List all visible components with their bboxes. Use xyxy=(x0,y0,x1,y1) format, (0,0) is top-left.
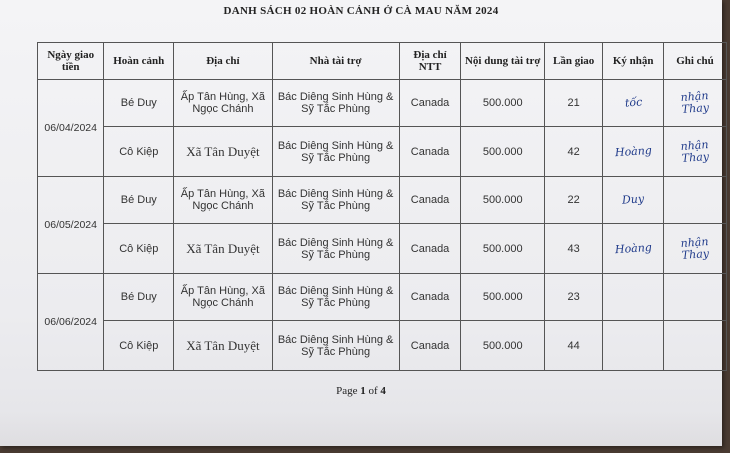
table-row xyxy=(38,224,727,274)
signature-text: Hoàng xyxy=(614,143,652,159)
sponsor-cell: Bác Diêng Sinh Hùng & Sỹ Tắc Phùng xyxy=(272,80,399,127)
address-cell: Ấp Tân Hùng, Xã Ngọc Chánh xyxy=(174,80,272,127)
times-cell: 22 xyxy=(544,177,602,224)
signature-cell xyxy=(603,321,664,371)
sponsor-address-cell: Canada xyxy=(399,177,461,224)
times-cell: 43 xyxy=(544,224,602,274)
date-cell: 06/06/2024 xyxy=(38,274,104,371)
amount-cell: 500.000 xyxy=(461,177,545,224)
signature-cell xyxy=(603,80,664,127)
amount-cell: 500.000 xyxy=(461,224,545,274)
note-text: nhận Thay xyxy=(680,234,710,262)
signature-text: Duy xyxy=(621,192,645,207)
signature-text: Hoàng xyxy=(614,240,652,256)
note-cell xyxy=(664,224,727,274)
case-name: Bé Duy xyxy=(104,80,174,127)
note-cell xyxy=(664,127,727,177)
times-cell: 21 xyxy=(544,80,602,127)
signature-text: tốc xyxy=(624,95,643,110)
signature-cell xyxy=(603,127,664,177)
case-name: Bé Duy xyxy=(104,274,174,321)
date-cell: 06/04/2024 xyxy=(38,80,104,177)
signature-cell xyxy=(603,177,664,224)
table-row xyxy=(38,321,727,371)
page-footer xyxy=(0,385,722,397)
signature-cell xyxy=(603,274,664,321)
note-text: nhận Thay xyxy=(680,89,710,116)
header-sponsor: Nhà tài trợ xyxy=(272,43,399,80)
signature-cell xyxy=(603,224,664,274)
address-cell: Xã Tân Duyệt xyxy=(174,127,272,177)
sponsor-cell: Bác Diêng Sinh Hùng & Sỹ Tắc Phùng xyxy=(272,177,399,224)
amount-cell: 500.000 xyxy=(461,274,545,321)
amount-cell: 500.000 xyxy=(461,321,545,371)
times-cell: 23 xyxy=(544,274,602,321)
address-cell: Ấp Tân Hùng, Xã Ngọc Chánh xyxy=(174,274,272,321)
case-name: Cô Kiệp xyxy=(104,224,174,274)
footer-middle: of xyxy=(365,385,381,397)
table-row xyxy=(38,274,727,321)
footer-prefix: Page xyxy=(336,385,361,397)
note-cell xyxy=(664,177,727,224)
address-cell: Xã Tân Duyệt xyxy=(174,321,272,371)
header-signature: Ký nhận xyxy=(603,43,664,80)
sponsor-address-cell: Canada xyxy=(399,321,461,371)
date-cell: 06/05/2024 xyxy=(38,177,104,274)
document-title: DANH SÁCH 02 HOÀN CẢNH Ở CÀ MAU NĂM 2024 xyxy=(223,5,499,17)
header-address: Địa chỉ xyxy=(174,43,272,80)
paper-shade xyxy=(0,410,722,446)
footer-page-number: 1 xyxy=(360,385,366,397)
note-cell xyxy=(664,274,727,321)
sponsor-address-cell: Canada xyxy=(399,224,461,274)
note-cell xyxy=(664,80,727,127)
amount-cell: 500.000 xyxy=(461,127,545,177)
header-case: Hoàn cảnh xyxy=(104,43,174,80)
sponsor-cell: Bác Diêng Sinh Hùng & Sỹ Tắc Phùng xyxy=(272,321,399,371)
sponsor-address-cell: Canada xyxy=(399,274,461,321)
case-name: Cô Kiệp xyxy=(104,321,174,371)
header-times: Lần giao xyxy=(544,43,602,80)
note-text: nhận Thay xyxy=(680,137,710,165)
times-cell: 44 xyxy=(544,321,602,371)
sponsor-cell: Bác Diêng Sinh Hùng & Sỹ Tắc Phùng xyxy=(272,127,399,177)
header-content: Nội dung tài trợ xyxy=(461,43,545,80)
header-sponsor-address: Địa chỉ NTT xyxy=(399,43,461,80)
sponsor-address-cell: Canada xyxy=(399,127,461,177)
sponsor-cell: Bác Diêng Sinh Hùng & Sỹ Tắc Phùng xyxy=(272,224,399,274)
address-cell: Xã Tân Duyệt xyxy=(174,224,272,274)
address-cell: Ấp Tân Hùng, Xã Ngọc Chánh xyxy=(174,177,272,224)
footer-total-pages: 4 xyxy=(380,385,386,397)
header-date: Ngày giao tiền xyxy=(38,43,104,80)
case-name: Bé Duy xyxy=(104,177,174,224)
note-cell xyxy=(664,321,727,371)
distribution-table xyxy=(37,42,727,371)
table-row xyxy=(38,80,727,127)
times-cell: 42 xyxy=(544,127,602,177)
sponsor-address-cell: Canada xyxy=(399,80,461,127)
header-note: Ghi chú xyxy=(664,43,727,80)
case-name: Cô Kiệp xyxy=(104,127,174,177)
table-row xyxy=(38,177,727,224)
sponsor-cell: Bác Diêng Sinh Hùng & Sỹ Tắc Phùng xyxy=(272,274,399,321)
amount-cell: 500.000 xyxy=(461,80,545,127)
header-row xyxy=(38,43,727,80)
table-row xyxy=(38,127,727,177)
